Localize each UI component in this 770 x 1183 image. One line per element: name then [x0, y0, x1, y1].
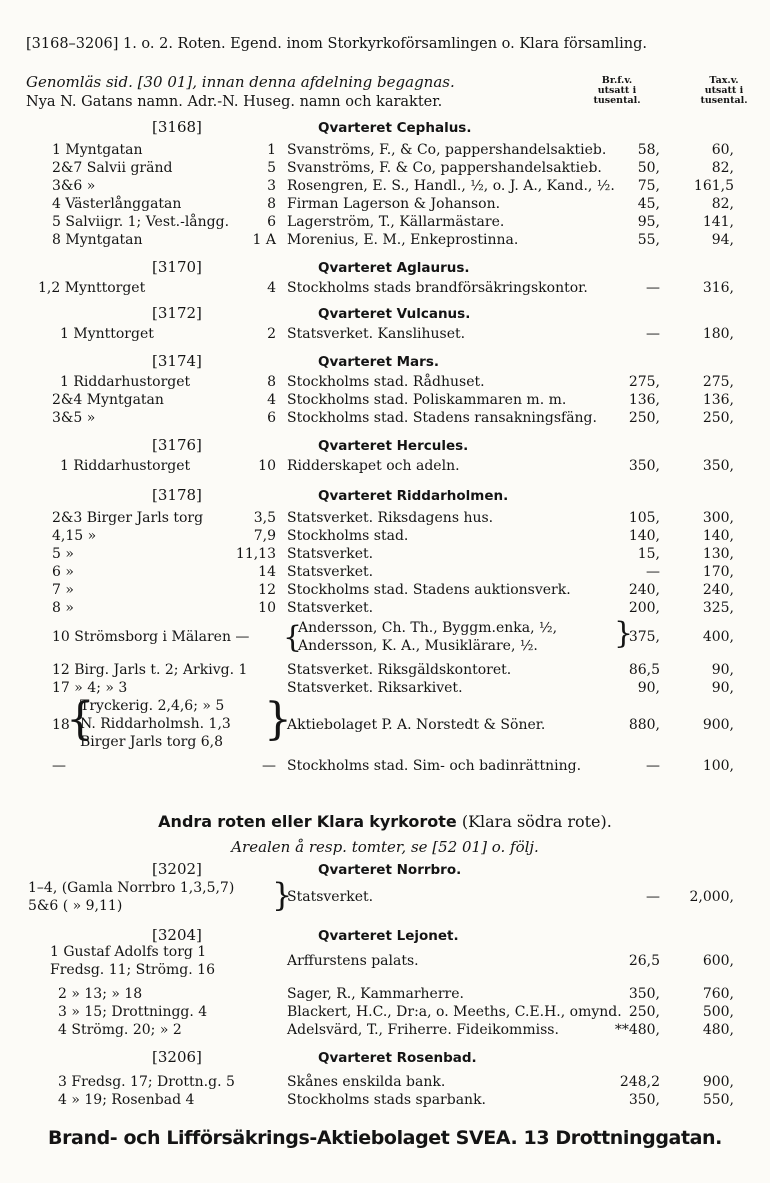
column-head-tax: Tax.v. utsatt i tusental.	[700, 75, 748, 106]
table-row-multi-address: 1 Gustaf Adolfs torg 1 Fredsg. 11; Strömg. 16 Arffurstens palats. 26,5 600,	[50, 944, 734, 978]
block-title: Qvarteret Lejonet.	[318, 928, 459, 944]
table-row-multi-owner: 10 Strömsborg i Mälaren — { Andersson, Ch. Th., Byggm.enka, ½, Andersson, K. A., Musiklärare, ½. } 375, 400,	[52, 616, 734, 655]
block-title: Qvarteret Rosenbad.	[318, 1050, 477, 1066]
table-row: 1 Riddarhustorget 8 Stockholms stad. Rådhuset. 275, 275,	[60, 374, 734, 390]
table-row: 3 Fredsg. 17; Drottn.g. 5 Skånes enskilda bank. 248,2 900,	[58, 1074, 734, 1090]
table-row: 4,15 » 7,9 Stockholms stad. 140, 140,	[52, 528, 734, 544]
table-row: 8 » 10 Statsverket. 200, 325,	[52, 600, 734, 616]
block-title: Qvarteret Riddarholmen.	[318, 488, 509, 504]
table-row: 2&7 Salvii gränd 5 Svanströms, F. & Co, pappershandelsaktieb. 50, 82,	[52, 160, 734, 176]
table-row: 8 Myntgatan 1 A Morenius, E. M., Enkeprostinna. 55, 94,	[52, 232, 734, 248]
column-head-brf: Br.f.v. utsatt i tusental.	[593, 75, 641, 106]
block-number: [3206]	[152, 1048, 202, 1066]
block-title: Qvarteret Norrbro.	[318, 862, 462, 878]
block-title: Qvarteret Aglaurus.	[318, 260, 470, 276]
table-row: 1 Myntgatan 1 Svanströms, F., & Co, pappershandelsaktieb. 58, 60,	[52, 142, 734, 158]
section-heading: Andra roten eller Klara kyrkorote (Klara södra rote).	[158, 812, 612, 831]
block-title: Qvarteret Mars.	[318, 354, 439, 370]
table-row: 1 Mynttorget 2 Statsverket. Kanslihuset. — 180,	[60, 326, 734, 342]
table-row: 7 » 12 Stockholms stad. Stadens auktionsverk. 240, 240,	[52, 582, 734, 598]
block-number: [3176]	[152, 436, 202, 454]
table-row: 5 Salviigr. 1; Vest.-långg. 6 Lagerström, T., Källarmästare. 95, 141,	[52, 214, 734, 230]
table-row: 4 » 19; Rosenbad 4 Stockholms stads sparbank. 350, 550,	[58, 1092, 734, 1108]
table-row: 4 Västerlånggatan 8 Firman Lagerson & Johanson. 45, 82,	[52, 196, 734, 212]
table-row: 1,2 Mynttorget 4 Stockholms stads brandförsäkringskontor. — 316,	[38, 280, 734, 296]
table-row: 2 » 13; » 18 Sager, R., Kammarherre. 350, 760,	[58, 986, 734, 1002]
page-running-head: [3168–3206] 1. o. 2. Roten. Egend. inom Storkyrkoförsamlingen o. Klara församling.	[26, 36, 648, 52]
table-row-multi-address: 1–4, (Gamla Norrbro 1,3,5,7) 5&6 ( » 9,11) } Statsverket. — 2,000,	[28, 876, 734, 914]
table-row: 4 Strömg. 20; » 2 Adelsvärd, T., Friherre. Fideikommiss. **480, 480,	[58, 1022, 734, 1038]
block-title: Qvarteret Vulcanus.	[318, 306, 471, 322]
block-number: [3202]	[152, 860, 202, 878]
reading-note: Genomläs sid. [30 01], innan denna afdelning begagnas.	[26, 73, 455, 91]
advertisement-footer: Brand- och Lifförsäkrings-Aktiebolaget SVEA. 13 Drottninggatan.	[47, 1127, 722, 1149]
block-number: [3172]	[152, 304, 202, 322]
block-number: [3170]	[152, 258, 202, 276]
table-row: 12 Birg. Jarls t. 2; Arkivg. 1 Statsverket. Riksgäldskontoret. 86,5 90,	[52, 662, 734, 678]
section-subheading: Arealen å resp. tomter, se [52 01] o. följ.	[231, 838, 539, 856]
table-row: 3 » 15; Drottningg. 4 Blackert, H.C., Dr:a, o. Meeths, C.E.H., omynd. 250, 500,	[58, 1004, 734, 1020]
block-title: Qvarteret Hercules.	[318, 438, 469, 454]
table-row: 3&6 » 3 Rosengren, E. S., Handl., ½, o. J. A., Kand., ½. 75, 161,5	[52, 178, 734, 194]
table-row: 2&4 Myntgatan 4 Stockholms stad. Poliskammaren m. m. 136, 136,	[52, 392, 734, 408]
column-legend: Nya N. Gatans namn. Adr.-N. Huseg. namn och karakter.	[26, 94, 443, 110]
table-row-multi-address: 18 { Tryckerig. 2,4,6; » 5 N. Riddarholmsh. 1,3 Birger Jarls torg 6,8 } Aktiebolaget P. A. Norstedt & Söner. 880, 900,	[52, 694, 734, 750]
block-number: [3204]	[152, 926, 202, 944]
table-row: 1 Riddarhustorget 10 Ridderskapet och adeln. 350, 350,	[60, 458, 734, 474]
table-row: 2&3 Birger Jarls torg 3,5 Statsverket. Riksdagens hus. 105, 300,	[52, 510, 734, 526]
block-number: [3178]	[152, 486, 202, 504]
table-row: 17 » 4; » 3 Statsverket. Riksarkivet. 90, 90,	[52, 680, 734, 696]
block-number: [3174]	[152, 352, 202, 370]
block-number: [3168]	[152, 118, 202, 136]
table-row: 3&5 » 6 Stockholms stad. Stadens ransakningsfäng. 250, 250,	[52, 410, 734, 426]
block-title: Qvarteret Cephalus.	[318, 120, 472, 136]
table-row: 5 » 11,13 Statsverket. 15, 130,	[52, 546, 734, 562]
table-row: — — Stockholms stad. Sim- och badinrättning. — 100,	[52, 758, 734, 774]
table-row: 6 » 14 Statsverket. — 170,	[52, 564, 734, 580]
